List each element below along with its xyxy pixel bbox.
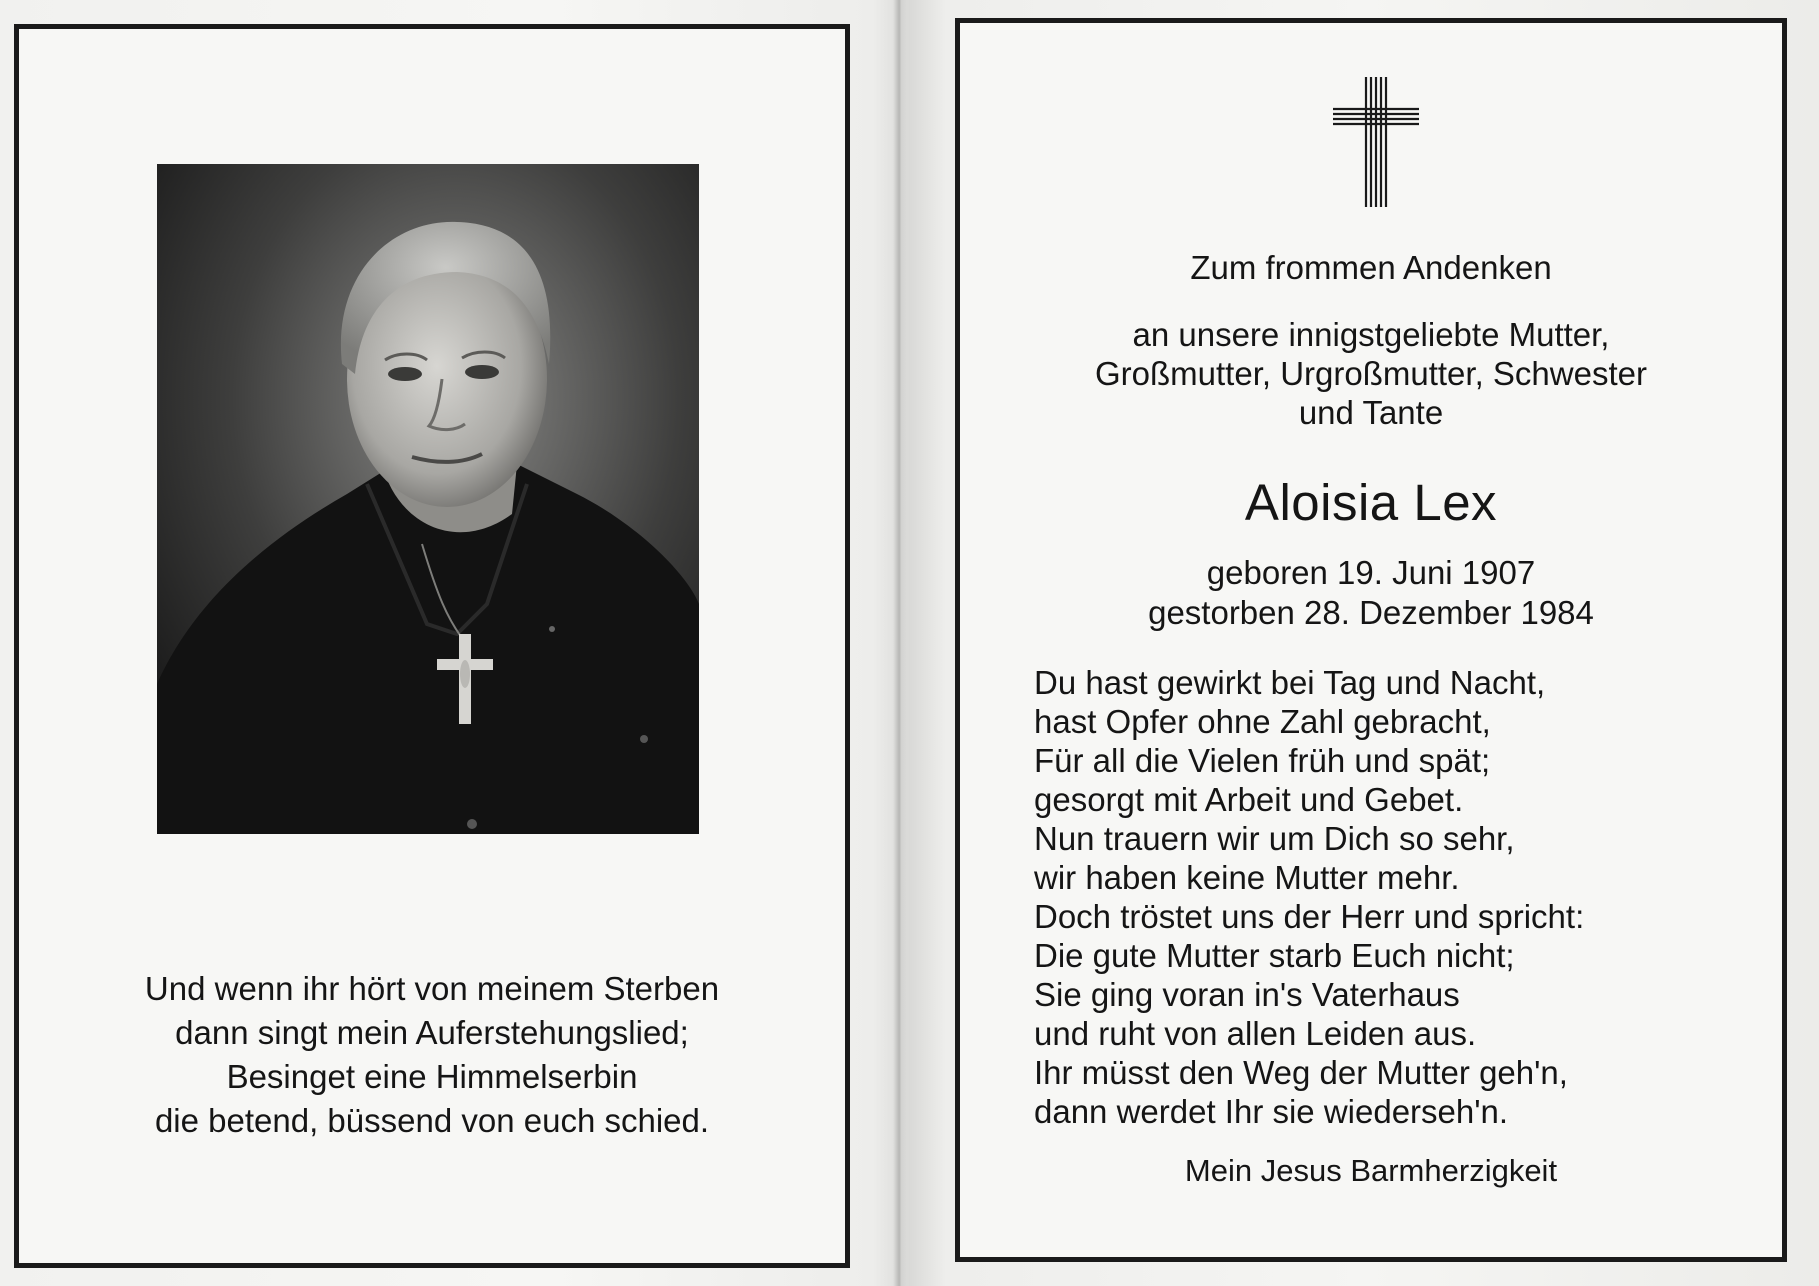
birth-date: geboren 19. Juni 1907 — [1206, 554, 1536, 591]
cross-icon — [1331, 75, 1421, 214]
poem-line: gesorgt mit Arbeit und Gebet. — [1034, 781, 1464, 818]
left-panel — [14, 24, 850, 1268]
farewell-verse — [19, 967, 845, 1143]
poem-line: Doch tröstet uns der Herr und spricht: — [1034, 898, 1585, 935]
poem-line: Für all die Vielen früh und spät; — [1034, 742, 1491, 779]
poem-line: Ihr müsst den Weg der Mutter geh'n, — [1034, 1054, 1568, 1091]
right-panel — [955, 18, 1787, 1262]
poem-line: hast Opfer ohne Zahl gebracht, — [1034, 703, 1491, 740]
memorial-heading: Zum frommen Andenken — [1190, 249, 1552, 286]
verse-line: Und wenn ihr hört von meinem Sterben — [144, 970, 720, 1007]
poem-line: Die gute Mutter starb Euch nicht; — [1034, 937, 1515, 974]
memorial-poem — [1034, 663, 1754, 1131]
verse-line: die betend, büssend von euch schied. — [154, 1102, 710, 1139]
deceased-name: Aloisia Lex — [1244, 474, 1498, 531]
poem-line: Sie ging voran in's Vaterhaus — [1034, 976, 1460, 1013]
portrait-photo — [157, 164, 699, 834]
poem-line: wir haben keine Mutter mehr. — [1034, 859, 1460, 896]
life-dates — [960, 553, 1782, 633]
dedication-line: Großmutter, Urgroßmutter, Schwester — [1095, 355, 1647, 392]
closing-prayer: Mein Jesus Barmherzigkeit — [1184, 1153, 1558, 1188]
verse-line: dann singt mein Auferstehungslied; — [175, 1014, 689, 1051]
poem-line: Du hast gewirkt bei Tag und Nacht, — [1034, 664, 1546, 701]
dedication-text — [960, 315, 1782, 432]
portrait-illustration — [157, 164, 699, 834]
poem-line: dann werdet Ihr sie wiederseh'n. — [1034, 1093, 1509, 1130]
dedication-line: an unsere innigstgeliebte Mutter, — [1132, 316, 1610, 353]
death-date: gestorben 28. Dezember 1984 — [1148, 594, 1594, 631]
dedication-line: und Tante — [1298, 394, 1444, 431]
verse-line: Besinget eine Himmelserbin — [226, 1058, 638, 1095]
poem-line: und ruht von allen Leiden aus. — [1034, 1015, 1477, 1052]
center-fold — [893, 0, 907, 1286]
poem-line: Nun trauern wir um Dich so sehr, — [1034, 820, 1515, 857]
